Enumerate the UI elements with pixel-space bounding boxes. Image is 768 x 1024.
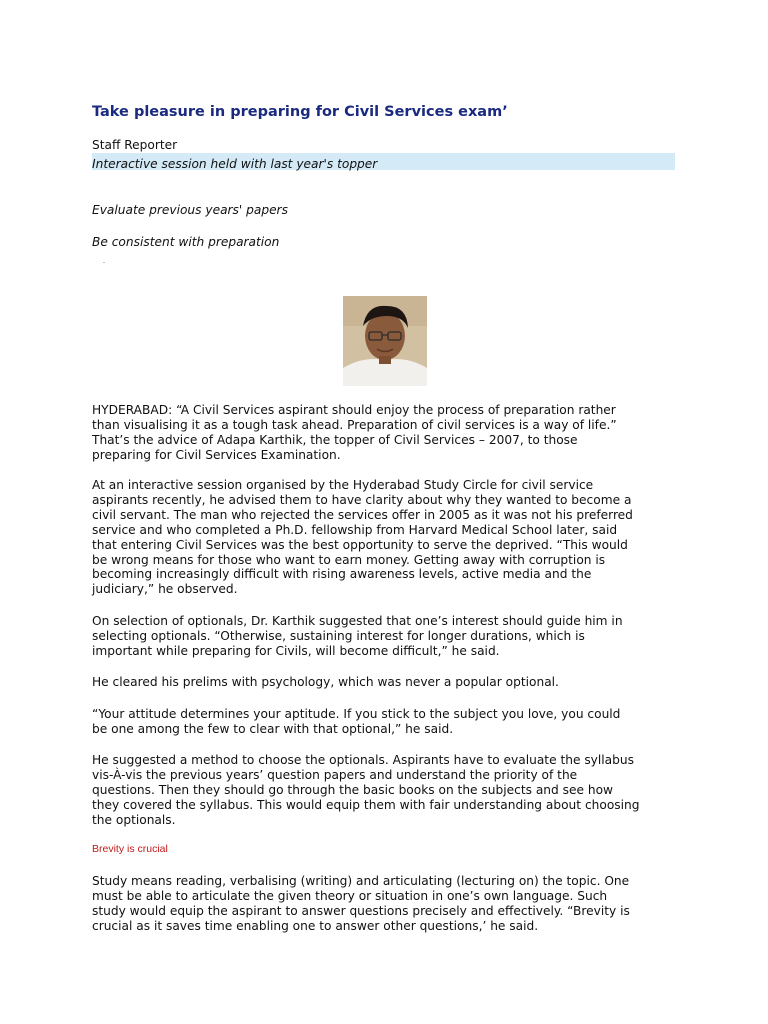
paragraph-line: HYDERABAD: “A Civil Services aspirant should enjoy the process of preparation rather (92, 403, 616, 417)
paragraph-line: selecting optionals. “Otherwise, sustaining interest for longer durations, which is (92, 628, 585, 643)
paragraph-line: civil servant. The man who rejected the services offer in 2005 as it was not his preferred (92, 507, 633, 522)
byline: Staff Reporter (92, 138, 178, 152)
paragraph-line: On selection of optionals, Dr. Karthik suggested that one’s interest should guide him in (92, 614, 623, 628)
paragraph-line: Study means reading, verbalising (writing) and articulating (lecturing on) the topic. One (92, 874, 630, 888)
paragraph-line: He suggested a method to choose the optionals. Aspirants have to evaluate the syllabus (92, 753, 634, 767)
paragraph-line: That’s the advice of Adapa Karthik, the topper of Civil Services – 2007, to those (92, 432, 578, 447)
paragraph-line: aspirants recently, he advised them to have clarity about why they wanted to become a (92, 492, 632, 507)
paragraph-line: becoming increasingly difficult with rising awareness levels, active media and the (92, 567, 592, 582)
paragraph-line: be one among the few to clear with that optional,” he said. (92, 721, 454, 736)
stray-dot (103, 262, 105, 263)
article-title: Take pleasure in preparing for Civil Services exam’ (92, 104, 508, 120)
highlighted-subtitle (92, 153, 675, 170)
paragraph-line: vis-À-vis the previous years’ question papers and understand the priority of the (92, 767, 578, 782)
paragraph-3 (92, 614, 682, 659)
paragraph-line: that entering Civil Services was the best opportunity to serve the deprived. “This would (92, 537, 628, 552)
section-heading-brevity: Brevity is crucial (92, 843, 168, 855)
paragraph-6 (92, 753, 682, 828)
subhead-consistent: Be consistent with preparation (92, 235, 280, 249)
paragraph-line: service and who completed a Ph.D. fellowship from Harvard Medical School later, said (92, 522, 618, 537)
portrait-icon (343, 296, 427, 386)
paragraph-7 (92, 874, 682, 934)
portrait-photo (343, 296, 427, 386)
paragraph-5 (92, 707, 682, 737)
paragraph-line: be wrong means for those who want to earn money. Getting away with corruption is (92, 552, 606, 567)
paragraph-line: the optionals. (92, 812, 176, 827)
paragraph-line: must be able to articulate the given theory or situation in one’s own language. Such (92, 888, 608, 903)
paragraph-4 (92, 675, 682, 690)
paragraph-line: preparing for Civil Services Examination. (92, 447, 341, 462)
paragraph-1 (92, 403, 682, 463)
paragraph-line: they covered the syllabus. This would equip them with fair understanding about choosing (92, 797, 640, 812)
paragraph-2 (92, 478, 682, 597)
paragraph-line: At an interactive session organised by the Hyderabad Study Circle for civil service (92, 478, 594, 492)
paragraph-line: study would equip the aspirant to answer questions precisely and effectively. “Brevity is (92, 903, 630, 918)
paragraph-line: than visualising it as a tough task ahead. Preparation of civil services is a way of life.” (92, 417, 617, 432)
paragraph-line: crucial as it saves time enabling one to answer other questions,’ he said. (92, 918, 539, 933)
paragraph-line: He cleared his prelims with psychology, which was never a popular optional. (92, 675, 559, 689)
subhead-evaluate: Evaluate previous years' papers (92, 203, 288, 217)
paragraph-line: judiciary,” he observed. (92, 582, 238, 597)
paragraph-line: questions. Then they should go through the basic books on the subjects and see how (92, 782, 614, 797)
paragraph-line: “Your attitude determines your aptitude. If you stick to the subject you love, you could (92, 707, 621, 721)
highlighted-subtitle-text: Interactive session held with last year's topper (92, 157, 378, 171)
paragraph-line: important while preparing for Civils, will become difficult,” he said. (92, 643, 500, 658)
